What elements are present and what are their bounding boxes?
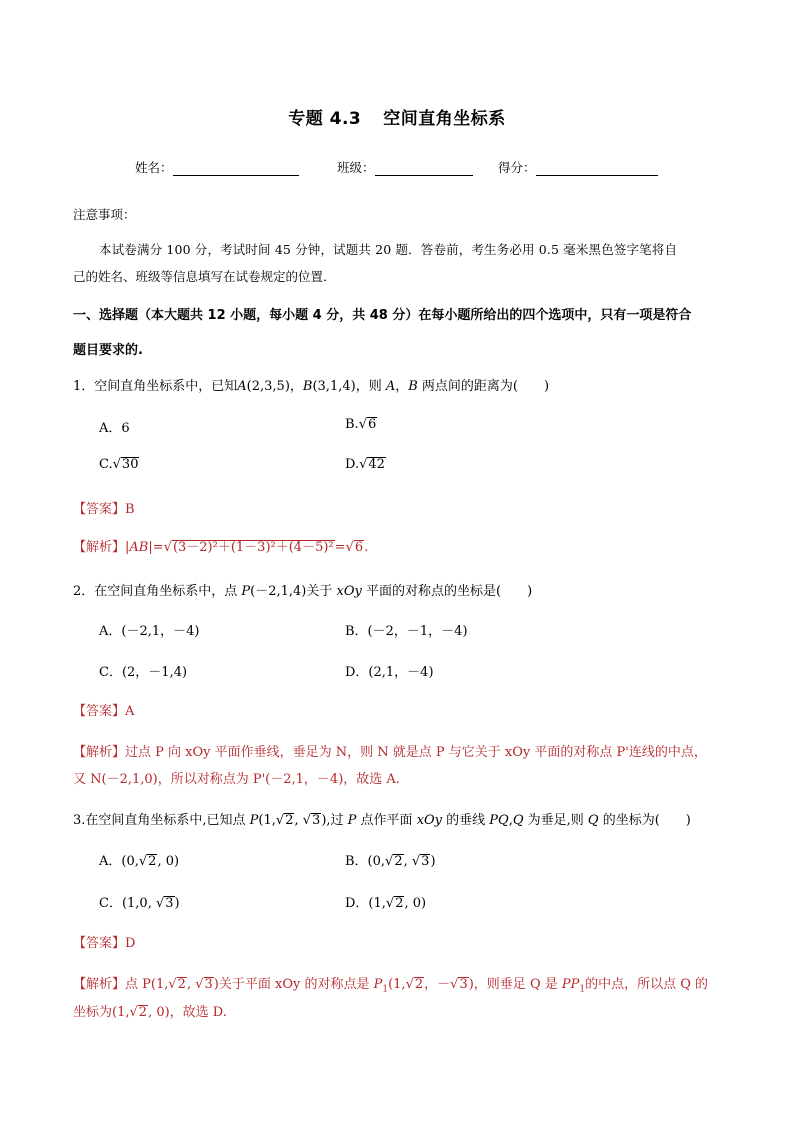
q3-option-b[interactable]: B．(0,√2, √3) <box>345 854 436 869</box>
sqrt-symbol: √2 <box>385 896 404 911</box>
q2-analysis-line2: 又 N(－2,1,0)，所以对称点为 P'(－2,1，－4)，故选 A. <box>73 772 400 787</box>
q3-option-a[interactable]: A．(0,√2, 0) <box>99 854 180 869</box>
q1-option-c[interactable]: C.√30 <box>99 457 139 472</box>
sqrt-symbol: √3 <box>411 854 430 869</box>
q3-analysis-line2: 坐标为(1,√2, 0)，故选 D. <box>73 1005 227 1020</box>
sqrt-symbol: √2 <box>275 813 294 828</box>
score-label: 得分： <box>498 160 536 175</box>
q2-option-a[interactable]: A．(－2,1，－4) <box>99 624 200 639</box>
notice-line2: 己的姓名、班级等信息填写在试卷规定的位置． <box>73 269 336 284</box>
section-heading-line1: 一、选择题（本大题共 12 小题，每小题 4 分，共 48 分）在每小题所给出的四个选项中，只有一项是符合 <box>73 308 692 323</box>
sqrt-symbol: √3 <box>195 977 213 992</box>
sqrt-symbol: √2 <box>129 1005 148 1020</box>
q1-answer: 【答案】B <box>73 502 135 517</box>
sqrt-symbol: √3 <box>450 977 468 992</box>
name-label: 姓名： <box>135 160 173 175</box>
sqrt-symbol: √2 <box>385 854 403 869</box>
name-field <box>135 158 299 176</box>
q2-option-d[interactable]: D．(2,1，－4) <box>345 665 434 680</box>
title-number: 专题 4.3 <box>288 109 362 129</box>
question-3-stem: 3.在空间直角坐标系中,已知点 P(1,√2, √3),过 P 点作平面 xOy 的垂线 PQ,Q 为垂足,则 Q 的坐标为( ) <box>73 813 691 828</box>
q1-option-d[interactable]: D.√42 <box>345 457 385 472</box>
q3-option-c[interactable]: C．(1,0, √3) <box>99 896 180 911</box>
sqrt-symbol: √2 <box>168 977 186 992</box>
q2-option-c[interactable]: C．(2，－1,4) <box>99 665 188 680</box>
q2-option-b[interactable]: B．(－2，－1，－4) <box>345 624 468 639</box>
q3-option-d[interactable]: D．(1,√2, 0) <box>345 896 427 911</box>
q3-answer: 【答案】D <box>73 936 136 951</box>
sqrt-symbol: √3 <box>155 896 174 911</box>
score-field <box>498 158 658 176</box>
sqrt-symbol: √30 <box>112 457 139 472</box>
question-1-stem: 1．空间直角坐标系中，已知A(2,3,5)，B(3,1,4)，则 A，B 两点间的距离为( ) <box>73 379 550 394</box>
title-text: 空间直角坐标系 <box>383 109 506 129</box>
score-blank[interactable] <box>536 161 658 176</box>
notice-heading: 注意事项： <box>73 207 136 222</box>
q1-option-b[interactable]: B.√6 <box>345 417 377 432</box>
name-blank[interactable] <box>173 161 299 176</box>
q2-answer: 【答案】A <box>73 704 135 719</box>
sqrt-symbol: √6 <box>358 417 377 432</box>
q1-analysis: 【解析】|AB|=√(3－2)²＋(1－3)²＋(4－5)²=√6. <box>73 540 369 555</box>
sqrt-symbol: √2 <box>138 854 157 869</box>
q2-analysis-line1: 【解析】过点 P 向 xOy 平面作垂线，垂足为 N，则 N 就是点 P 与它关于 xOy 平面的对称点 P'连线的中点， <box>73 745 707 760</box>
class-blank[interactable] <box>375 161 473 176</box>
sqrt-symbol: √(3－2)²＋(1－3)²＋(4－5)² <box>163 540 334 555</box>
notice-line1: 本试卷满分 100 分，考试时间 45 分钟，试题共 20 题．答卷前，考生务必用 0.5 毫米黑色签字笔将自 <box>99 242 678 257</box>
sqrt-symbol: √3 <box>302 813 321 828</box>
page-title <box>0 104 794 129</box>
question-2-stem: 2．在空间直角坐标系中，点 P(－2,1,4)关于 xOy 平面的对称点的坐标是( ) <box>73 584 533 599</box>
q3-analysis-line1: 【解析】点 P(1,√2, √3)关于平面 xOy 的对称点是 $P_1(1,√2$，－√3)，则垂足 Q 是 $PP_1$的中点，所以点 Q 的 <box>73 977 709 995</box>
section-heading-line2: 题目要求的. <box>73 343 143 358</box>
sqrt-symbol: √6 <box>345 540 364 555</box>
class-field <box>337 158 473 176</box>
q1-option-a[interactable]: A．6 <box>99 421 130 436</box>
sqrt-symbol: √42 <box>359 457 385 472</box>
class-label: 班级： <box>337 160 375 175</box>
sqrt-symbol: √2 <box>405 977 424 992</box>
